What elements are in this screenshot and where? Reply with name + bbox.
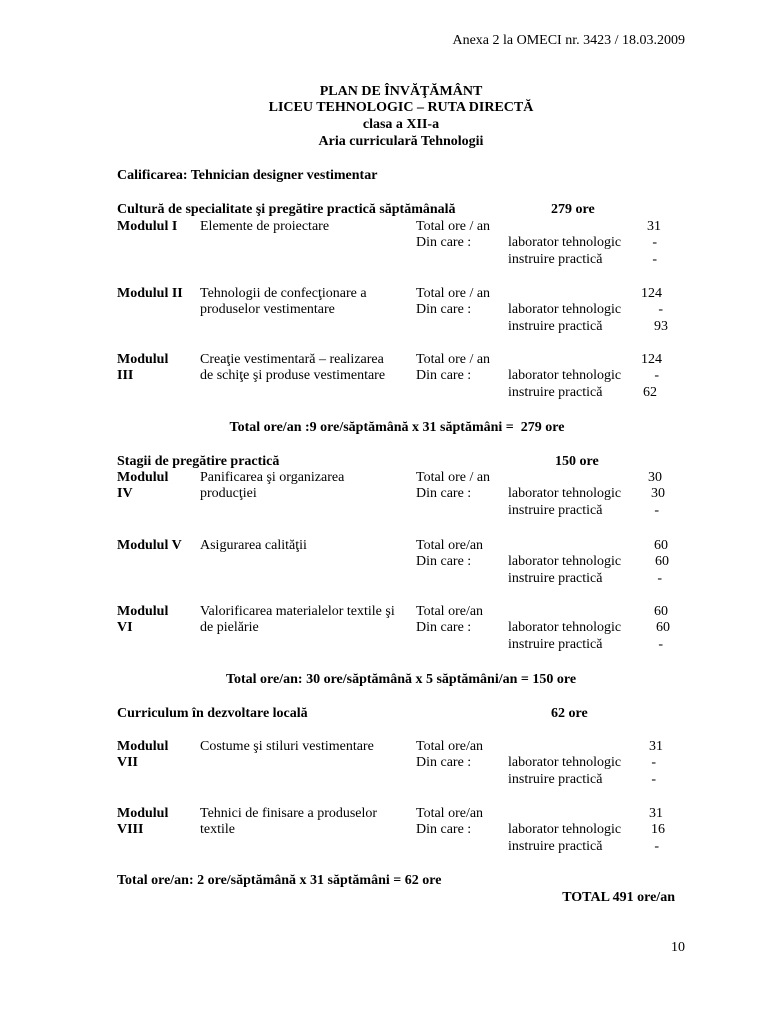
module-label-numeral: IV bbox=[117, 486, 133, 502]
module-label: Modulul bbox=[117, 805, 169, 821]
grade-title: clasa a XII-a bbox=[362, 116, 440, 132]
lab-hours-value: - bbox=[652, 235, 657, 251]
total-hours-label: Total ore/an bbox=[416, 603, 484, 619]
practice-hours-value: - bbox=[658, 637, 663, 653]
of-which-label: Din care : bbox=[416, 302, 472, 318]
module-title: Tehnologii de confecţionare a bbox=[200, 285, 367, 301]
lab-hours-value: - bbox=[651, 755, 656, 771]
section-heading-internships: Stagii de pregătire practică bbox=[117, 453, 280, 469]
lab-label: laborator tehnologic bbox=[508, 554, 622, 570]
lab-hours-value: 30 bbox=[651, 486, 665, 502]
of-which-label: Din care : bbox=[416, 822, 472, 838]
of-which-label: Din care : bbox=[416, 368, 472, 384]
module-label: Modulul bbox=[117, 738, 169, 754]
lab-hours-value: - bbox=[658, 302, 663, 318]
module-label: Modulul II bbox=[117, 285, 183, 301]
practice-hours-value: - bbox=[654, 503, 659, 519]
section-total-internships: Total ore/an: 30 ore/săptămână x 5 săptămâni/an = 150 ore bbox=[225, 671, 577, 687]
lab-label: laborator tehnologic bbox=[508, 302, 622, 318]
total-hours-value: 124 bbox=[641, 351, 662, 367]
total-hours-value: 60 bbox=[654, 537, 668, 553]
module-title: Valorificarea materialelor textile şi bbox=[200, 603, 395, 619]
section-hours-local-curriculum: 62 ore bbox=[551, 705, 588, 721]
practice-hours-value: - bbox=[654, 839, 659, 855]
of-which-label: Din care : bbox=[416, 554, 472, 570]
module-label: Modulul V bbox=[117, 537, 182, 553]
module-label: Modulul I bbox=[117, 218, 178, 234]
practice-label: instruire practică bbox=[508, 503, 603, 519]
practice-hours-value: 93 bbox=[654, 319, 668, 335]
module-label: Modulul bbox=[117, 469, 169, 485]
of-which-label: Din care : bbox=[416, 620, 472, 636]
module-label-numeral: VI bbox=[117, 620, 133, 636]
lab-label: laborator tehnologic bbox=[508, 368, 622, 384]
of-which-label: Din care : bbox=[416, 755, 472, 771]
module-title-continued: de pielărie bbox=[200, 620, 259, 636]
module-vi bbox=[0, 603, 768, 654]
module-iv bbox=[0, 469, 768, 520]
total-hours-value: 60 bbox=[654, 603, 668, 619]
lab-hours-value: 60 bbox=[655, 554, 669, 570]
practice-label: instruire practică bbox=[508, 571, 603, 587]
module-viii bbox=[0, 805, 768, 856]
module-label-numeral: VIII bbox=[117, 822, 144, 838]
of-which-label: Din care : bbox=[416, 486, 472, 502]
school-type-title: LICEU TEHNOLOGIC – RUTA DIRECTĂ bbox=[268, 99, 534, 115]
module-title-continued: de schiţe şi produse vestimentare bbox=[200, 368, 386, 384]
plan-title: PLAN DE ÎNVĂŢĂMÂNT bbox=[319, 83, 483, 99]
module-title: Costume şi stiluri vestimentare bbox=[200, 738, 374, 754]
module-vii bbox=[0, 738, 768, 789]
lab-label: laborator tehnologic bbox=[508, 486, 622, 502]
module-title: Asigurarea calităţii bbox=[200, 537, 307, 553]
lab-hours-value: - bbox=[654, 368, 659, 384]
section-heading-local-curriculum: Curriculum în dezvoltare locală bbox=[117, 705, 308, 721]
total-hours-value: 31 bbox=[647, 218, 661, 234]
module-label-numeral: VII bbox=[117, 755, 139, 771]
qualification-heading: Calificarea: Tehnician designer vestimentar bbox=[117, 167, 378, 183]
total-hours-label: Total ore/an bbox=[416, 738, 484, 754]
annex-reference: Anexa 2 la OMECI nr. 3423 / 18.03.2009 bbox=[452, 32, 685, 48]
section-total-specialty: Total ore/an :9 ore/săptămână x 31 săptămâni = 279 ore bbox=[229, 419, 565, 435]
module-label: Modulul bbox=[117, 603, 169, 619]
practice-label: instruire practică bbox=[508, 637, 603, 653]
module-title: Tehnici de finisare a produselor bbox=[200, 805, 378, 821]
practice-label: instruire practică bbox=[508, 385, 603, 401]
module-title: Panificarea şi organizarea bbox=[200, 469, 345, 485]
module-title-continued: producţiei bbox=[200, 486, 257, 502]
module-title: Elemente de proiectare bbox=[200, 218, 330, 234]
module-ii bbox=[0, 285, 768, 336]
curricular-area-title: Aria curriculară Tehnologii bbox=[318, 133, 484, 149]
total-hours-label: Total ore / an bbox=[416, 285, 491, 301]
total-hours-label: Total ore / an bbox=[416, 218, 491, 234]
section-hours-internships: 150 ore bbox=[555, 453, 599, 469]
practice-hours-value: 62 bbox=[643, 385, 657, 401]
module-label-numeral: III bbox=[117, 368, 134, 384]
practice-hours-value: - bbox=[651, 772, 656, 788]
section-heading-specialty: Cultură de specialitate şi pregătire practică săptămânală bbox=[117, 201, 456, 217]
of-which-label: Din care : bbox=[416, 235, 472, 251]
module-title-continued: produselor vestimentare bbox=[200, 302, 335, 318]
lab-label: laborator tehnologic bbox=[508, 822, 622, 838]
lab-hours-value: 60 bbox=[656, 620, 670, 636]
practice-hours-value: - bbox=[652, 252, 657, 268]
module-v bbox=[0, 537, 768, 588]
module-title: Creaţie vestimentară – realizarea bbox=[200, 351, 384, 367]
total-hours-value: 31 bbox=[649, 805, 663, 821]
grand-total: TOTAL 491 ore/an bbox=[562, 889, 675, 905]
lab-label: laborator tehnologic bbox=[508, 235, 622, 251]
practice-label: instruire practică bbox=[508, 319, 603, 335]
section-hours-specialty: 279 ore bbox=[551, 201, 595, 217]
total-hours-label: Total ore / an bbox=[416, 351, 491, 367]
module-title-continued: textile bbox=[200, 822, 235, 838]
lab-hours-value: 16 bbox=[651, 822, 665, 838]
section-total-local-curriculum: Total ore/an: 2 ore/săptămână x 31 săptămâni = 62 ore bbox=[117, 872, 442, 888]
total-hours-label: Total ore/an bbox=[416, 805, 484, 821]
practice-label: instruire practică bbox=[508, 772, 603, 788]
practice-hours-value: - bbox=[657, 571, 662, 587]
total-hours-value: 31 bbox=[649, 738, 663, 754]
page-number: 10 bbox=[671, 939, 685, 955]
lab-label: laborator tehnologic bbox=[508, 755, 622, 771]
practice-label: instruire practică bbox=[508, 252, 603, 268]
module-iii bbox=[0, 351, 768, 402]
practice-label: instruire practică bbox=[508, 839, 603, 855]
total-hours-value: 30 bbox=[648, 469, 662, 485]
total-hours-value: 124 bbox=[641, 285, 662, 301]
module-i bbox=[0, 218, 768, 269]
lab-label: laborator tehnologic bbox=[508, 620, 622, 636]
total-hours-label: Total ore / an bbox=[416, 469, 491, 485]
total-hours-label: Total ore/an bbox=[416, 537, 484, 553]
module-label: Modulul bbox=[117, 351, 169, 367]
